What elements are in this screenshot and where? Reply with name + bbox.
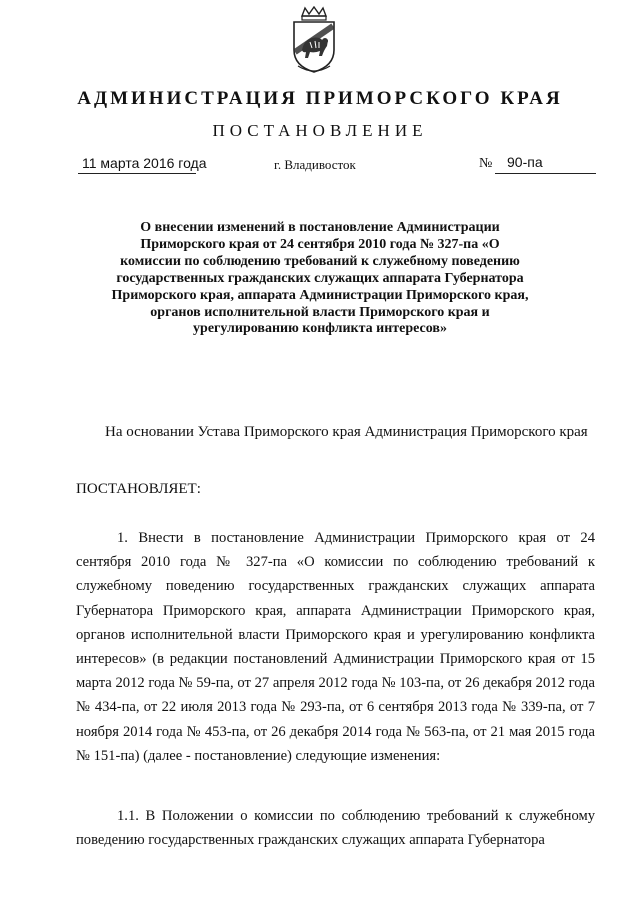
paragraph-1-1: 1.1. В Положении о комиссии по соблюдению требований к служебному поведению государственных гражданских служащих аппарата Губернатора bbox=[76, 808, 595, 849]
decree-number-label: № bbox=[479, 156, 493, 171]
legal-basis: На основании Устава Приморского края Администрация Приморского края bbox=[105, 424, 588, 440]
decree-city: г. Владивосток bbox=[274, 157, 356, 172]
decree-date-text: 11 марта 2016 года bbox=[82, 155, 207, 171]
decree-date bbox=[82, 155, 207, 171]
decree-number: 90-па bbox=[507, 154, 543, 170]
date-underline bbox=[78, 173, 196, 174]
number-underline bbox=[495, 173, 596, 174]
decrees-word: ПОСТАНОВЛЯЕТ: bbox=[76, 481, 201, 497]
administration-title: АДМИНИСТРАЦИЯ ПРИМОРСКОГО КРАЯ bbox=[77, 88, 563, 109]
document-type: ПОСТАНОВЛЕНИЕ bbox=[212, 121, 428, 140]
paragraph-1: 1. Внести в постановление Администрации Приморского края от 24 сентября 2010 года № 327-па «О комиссии по соблюдению требований к служебному поведению государственных гражданских служащих аппарата Губернатора Приморского края, аппарата Администрации Приморского края, органов исполнительной власти Приморского края и урегулированию конфликта интересов» (в редакции постановлений Администрации Приморского края от 15 марта 2012 года № 59-па, от 27 апреля 2012 года № 103-па, от 26 декабря 2012 года № 434-па, от 22 июля 2013 года № 293-па, от 6 сентября 2013 года № 339-па, от 7 ноября 2014 года № 453-па, от 26 декабря 2014 года № 563-па, от 21 мая 2015 года № 151-па) (далее - постановление) следующие изменения: bbox=[76, 530, 595, 764]
decree-heading: О внесении изменений в постановление Администрации Приморского края от 24 сентября 2010 года № 327-па «О комиссии по соблюдению требований к служебному поведению государственных гражданских служащих аппарата Губернатора Приморского края, аппарата Администрации Приморского края, органов исполнительной власти Приморского края и урегулированию конфликта интересов» bbox=[111, 220, 529, 337]
primorsky-coat-of-arms-icon bbox=[288, 6, 340, 74]
